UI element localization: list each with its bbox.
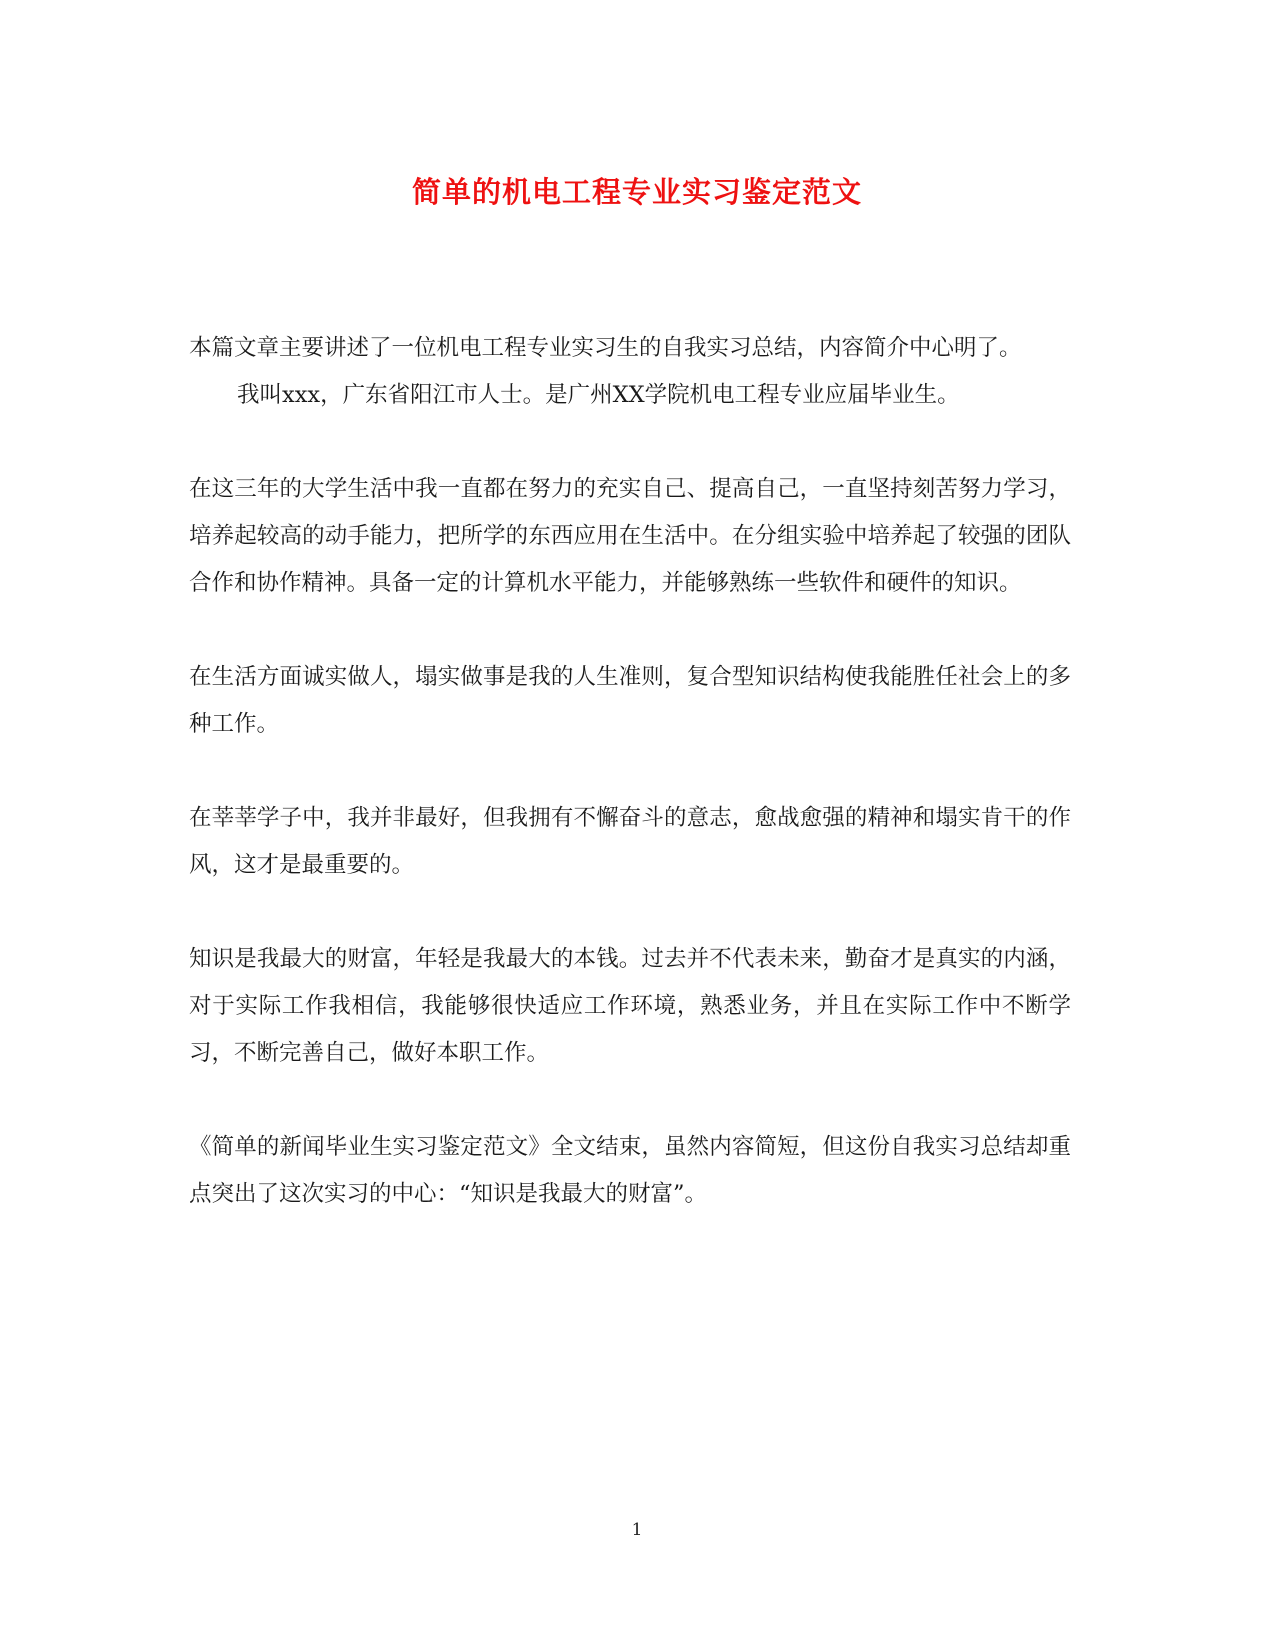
paragraph-intro: 本篇文章主要讲述了一位机电工程专业实习生的自我实习总结，内容简介中心明了。 (189, 335, 1022, 361)
document-title: 简单的机电工程专业实习鉴定范文 (411, 175, 862, 209)
paragraph-knowledge-wealth: 知识是我最大的财富，年轻是我最大的本钱。过去并不代表未来，勤奋才是真实的内涵，对于实际工作我相信，我能够很快适应工作环境，熟悉业务，并且在实际工作中不断学习，不断完善自己，做好本职工作。 (189, 946, 1071, 1066)
paragraph-self-introduction: 我叫xxx，广东省阳江市人士。是广州XX学院机电工程专业应届毕业生。 (237, 382, 960, 408)
paragraph-life-principles: 在生活方面诚实做人，塌实做事是我的人生准则，复合型知识结构使我能胜任社会上的多种工作。 (189, 664, 1071, 737)
paragraph-university-life: 在这三年的大学生活中我一直都在努力的充实自己、提高自己，一直坚持刻苦努力学习，培养起较高的动手能力，把所学的东西应用在生活中。在分组实验中培养起了较强的团队合作和协作精神。具备一定的计算机水平能力，并能够熟练一些软件和硬件的知识。 (189, 476, 1071, 596)
paragraph-spacer (189, 1077, 1071, 1124)
paragraph-spacer (189, 889, 1071, 936)
paragraph-spacer (189, 748, 1071, 795)
page-number: 1 (631, 1520, 643, 1540)
paragraph-conclusion: 《简单的新闻毕业生实习鉴定范文》全文结束，虽然内容简短，但这份自我实习总结却重点突出了这次实习的中心：“知识是我最大的财富”。 (189, 1134, 1071, 1207)
paragraph-spacer (189, 419, 1071, 466)
document-body (189, 325, 1071, 1218)
paragraph-perseverance: 在莘莘学子中，我并非最好，但我拥有不懈奋斗的意志，愈战愈强的精神和塌实肯干的作风，这才是最重要的。 (189, 805, 1071, 878)
paragraph-spacer (189, 607, 1071, 654)
